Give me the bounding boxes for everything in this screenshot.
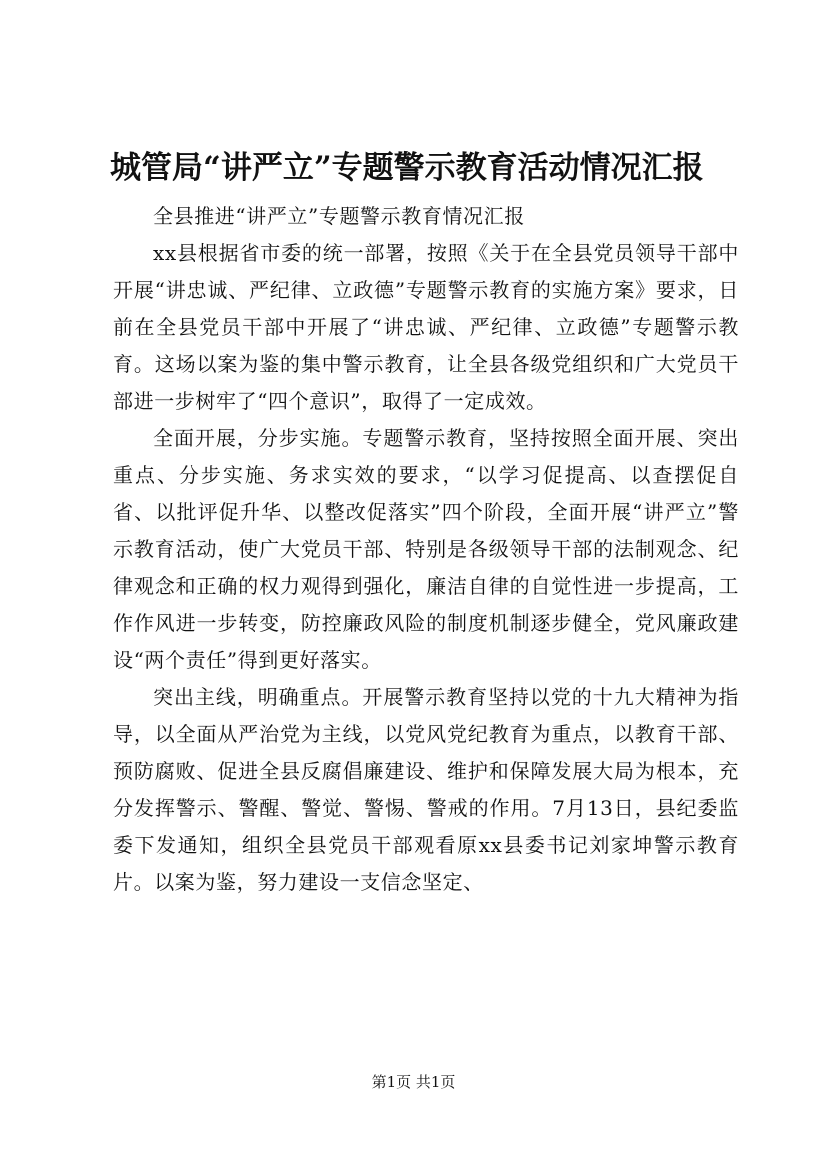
page-footer: 第1页 共1页 — [371, 1073, 456, 1091]
paragraph-intro: xx县根据省市委的统一部署，按照《关于在全县党员领导干部中开展“讲忠诚、严纪律、立政德”专题警示教育的实施方案》要求，日前在全县党员干部中开展了“讲忠诚、严纪律、立政德”专题警示教育。这场以案为鉴的集中警示教育，让全县各级党组织和广大党员干部进一步树牢了“四个意识”，取得了一定成效。 — [113, 241, 739, 413]
document-body — [113, 198, 739, 901]
paragraph-comprehensive-implementation: 全面开展，分步实施。专题警示教育，坚持按照全面开展、突出重点、分步实施、务求实效的要求，“以学习促提高、以查摆促自省、以批评促升华、以整改促落实”四个阶段，全面开展“讲严立”警示教育活动，使广大党员干部、特别是各级领导干部的法制观念、纪律观念和正确的权力观得到强化，廉洁自律的自觉性进一步提高，工作作风进一步转变，防控廉政风险的制度机制逐步健全，党风廉政建设“两个责任”得到更好落实。 — [113, 426, 739, 672]
paragraph-main-line-focus: 突出主线，明确重点。开展警示教育坚持以党的十九大精神为指导，以全面从严治党为主线，以党风党纪教育为重点，以教育干部、预防腐败、促进全县反腐倡廉建设、维护和保障发展大局为根本，充分发挥警示、警醒、警觉、警惕、警戒的作用。7月13日，县纪委监委下发通知，组织全县党员干部观看原xx县委书记刘家坤警示教育片。以案为鉴，努力建设一支信念坚定、 — [113, 685, 739, 894]
document-subtitle: 全县推进“讲严立”专题警示教育情况汇报 — [153, 204, 525, 228]
document-title: 城管局“讲严立”专题警示教育活动情况汇报 — [110, 150, 704, 186]
